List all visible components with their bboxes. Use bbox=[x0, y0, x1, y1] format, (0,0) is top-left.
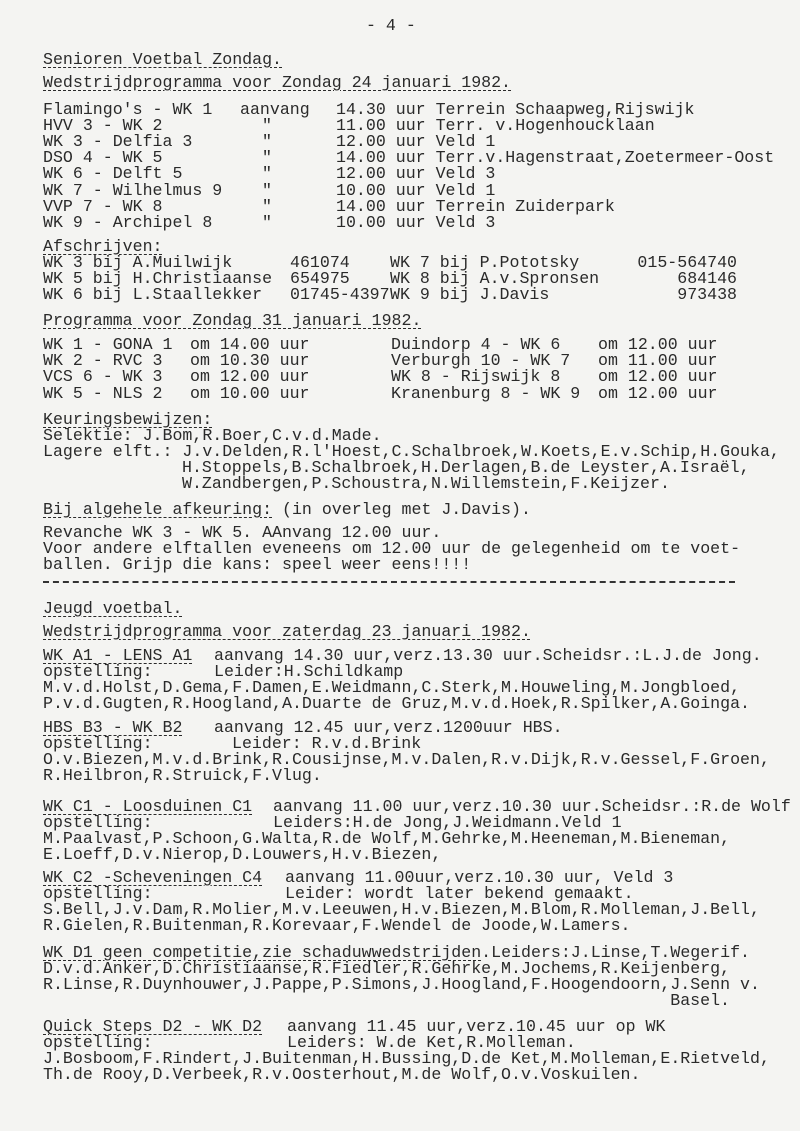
contact-phone: 461074 bbox=[290, 253, 350, 272]
afkeuring-text: ballen. Grijp die kans: speel weer eens!!!! bbox=[43, 555, 472, 574]
match-team: HVV 3 - WK 2 bbox=[43, 116, 163, 135]
lineup-label: opstelling: bbox=[43, 662, 153, 681]
match-start-label: " bbox=[262, 181, 272, 200]
match-time: 12.00 uur Veld 1 bbox=[336, 132, 496, 151]
match-start-label: " bbox=[262, 213, 272, 232]
leader: Leider:H.Schildkamp bbox=[214, 662, 404, 681]
section-divider bbox=[43, 581, 735, 583]
afkeuring-line bbox=[43, 501, 531, 519]
afkeuring-heading: Bij algehele afkeuring: bbox=[43, 500, 273, 519]
players-line: Basel. bbox=[670, 991, 730, 1010]
leader: Leiders: W.de Ket,R.Molleman. bbox=[287, 1033, 576, 1052]
youth-match-info: .Leiders:J.Linse,T.Wegerif. bbox=[481, 943, 751, 962]
contact-phone: 973438 bbox=[677, 285, 737, 304]
section-heading-senioren: Senioren Voetbal Zondag. bbox=[43, 50, 282, 69]
players-line: R.Linse,R.Duynhouwer,J.Pappe,P.Simons,J.Hoogland,F.Hoogendoorn,J.Senn v. bbox=[43, 975, 760, 994]
players-line: S.Bell,J.v.Dam,R.Molier,M.v.Leeuwen,H.v.Biezen,M.Blom,R.Molleman,J.Bell, bbox=[43, 900, 760, 919]
selektie-line: Selektie: J.Bom,R.Boer,C.v.d.Made. bbox=[43, 426, 382, 445]
match-team: VCS 6 - WK 3 bbox=[43, 367, 163, 386]
match-time: 14.00 uur Terrein Zuiderpark bbox=[336, 197, 615, 216]
afschrijven-heading: Afschrijven: bbox=[43, 237, 163, 256]
players-line: Th.de Rooy,D.Verbeek,R.v.Oosterhout,M.de Wolf,O.v.Voskuilen. bbox=[43, 1065, 641, 1084]
lineup-label: opstelling: bbox=[43, 813, 153, 832]
match-team: WK 5 - NLS 2 bbox=[43, 384, 163, 403]
section-heading-jeugd: Jeugd voetbal. bbox=[43, 599, 183, 618]
youth-match-info: aanvang 11.00uur,verz.10.30 uur, Veld 3 bbox=[285, 868, 674, 887]
leader: Leider: wordt later bekend gemaakt. bbox=[285, 884, 634, 903]
lineup-label: opstelling: bbox=[43, 734, 153, 753]
match-team: Kranenburg 8 - WK 9 bbox=[391, 384, 581, 403]
match-time: om 12.00 uur bbox=[598, 335, 718, 354]
contact-phone: 01745-4397 bbox=[290, 285, 390, 304]
youth-match-title: WK A1 - LENS A1 bbox=[43, 646, 193, 665]
match-team: WK 2 - RVC 3 bbox=[43, 351, 163, 370]
page-number: - 4 - bbox=[366, 16, 416, 35]
match-time: 10.00 uur Veld 3 bbox=[336, 213, 496, 232]
match-team: Flamingo's - WK 1 bbox=[43, 100, 213, 119]
players-line: M.v.d.Holst,D.Gema,F.Damen,E.Weidmann,C.Sterk,M.Houweling,M.Jongbloed, bbox=[43, 678, 741, 697]
match-team: Verburgh 10 - WK 7 bbox=[391, 351, 571, 370]
match-start-label: " bbox=[262, 132, 272, 151]
lagere-line: H.Stoppels,B.Schalbroek,H.Derlagen,B.de Leyster,A.Israël, bbox=[182, 458, 750, 477]
contact-phone: 684146 bbox=[677, 269, 737, 288]
match-time: 14.00 uur Terr.v.Hagenstraat,Zoetermeer-Oost bbox=[336, 148, 775, 167]
match-team: WK 6 - Delft 5 bbox=[43, 164, 183, 183]
match-time: 12.00 uur Veld 3 bbox=[336, 164, 496, 183]
match-time: om 12.00 uur bbox=[598, 367, 718, 386]
match-team: DSO 4 - WK 5 bbox=[43, 148, 163, 167]
match-time: om 12.00 uur bbox=[190, 367, 310, 386]
players-line: P.v.d.Gugten,R.Hoogland,A.Duarte de Gruz,M.v.d.Hoek,R.Spilker,A.Goinga. bbox=[43, 694, 751, 713]
youth-match-info: aanvang 14.30 uur,verz.13.30 uur.Scheidsr.:L.J.de Jong. bbox=[214, 646, 762, 665]
youth-match-title: WK C2 -Scheveningen C4 bbox=[43, 868, 263, 887]
youth-match-title: HBS B3 - WK B2 bbox=[43, 718, 183, 737]
match-start-label: " bbox=[262, 116, 272, 135]
youth-match-title: WK D1 geen competitie,zie schaduwwedstrijden bbox=[43, 943, 482, 962]
players-line: D.v.d.Anker,D.Christiaanse,R.Fiedler,R.Gehrke,M.Jochems,R.Keijenberg, bbox=[43, 959, 731, 978]
players-line: J.Bosboom,F.Rindert,J.Buitenman,H.Bussing,D.de Ket,M.Molleman,E.Rietveld, bbox=[43, 1049, 770, 1068]
leader: Leider: R.v.d.Brink bbox=[232, 734, 422, 753]
contact-name: WK 3 bij A.Muilwijk bbox=[43, 253, 233, 272]
players-line: R.Heilbron,R.Struick,F.Vlug. bbox=[43, 766, 322, 785]
match-time: 11.00 uur Terr. v.Hogenhoucklaan bbox=[336, 116, 655, 135]
contact-name: WK 8 bij A.v.Spronsen bbox=[390, 269, 600, 288]
match-start-label: " bbox=[262, 164, 272, 183]
afkeuring-text: Voor andere elftallen eveneens om 12.00 uur de gelegenheid om te voet- bbox=[43, 539, 741, 558]
lagere-line: Lagere elft.: J.v.Delden,R.l'Hoest,C.Schalbroek,W.Koets,E.v.Schip,H.Gouka, bbox=[43, 442, 780, 461]
players-line: M.Paalvast,P.Schoon,G.Walta,R.de Wolf,M.Gehrke,M.Heeneman,M.Bieneman, bbox=[43, 829, 731, 848]
players-line: R.Gielen,R.Buitenman,R.Korevaar,F.Wendel de Joode,W.Lamers. bbox=[43, 916, 631, 935]
program-heading-23-jan: Wedstrijdprogramma voor zaterdag 23 januari 1982. bbox=[43, 622, 531, 641]
match-team: WK 8 - Rijswijk 8 bbox=[391, 367, 561, 386]
match-time: om 12.00 uur bbox=[598, 384, 718, 403]
youth-match-info: aanvang 12.45 uur,verz.1200uur HBS. bbox=[214, 718, 563, 737]
match-start-label: " bbox=[262, 197, 272, 216]
leader: Leiders:H.de Jong,J.Weidmann.Veld 1 bbox=[273, 813, 622, 832]
youth-match-title: Quick Steps D2 - WK D2 bbox=[43, 1017, 263, 1036]
program-heading-31-jan: Programma voor Zondag 31 januari 1982. bbox=[43, 311, 422, 330]
keuring-heading: Keuringsbewijzen: bbox=[43, 410, 213, 429]
contact-name: WK 5 bij H.Christiaanse bbox=[43, 269, 273, 288]
afkeuring-note: (in overleg met J.Davis). bbox=[272, 500, 531, 519]
lineup-label: opstelling: bbox=[43, 1033, 153, 1052]
match-team: WK 9 - Archipel 8 bbox=[43, 213, 213, 232]
contact-name: WK 6 bij L.Staallekker bbox=[43, 285, 263, 304]
program-heading-24-jan: Wedstrijdprogramma voor Zondag 24 januari 1982. bbox=[43, 73, 512, 92]
players-line: O.v.Biezen,M.v.d.Brink,R.Cousijnse,M.v.Dalen,R.v.Dijk,R.v.Gessel,F.Groen, bbox=[43, 750, 770, 769]
lineup-label: opstelling: bbox=[43, 884, 153, 903]
match-time: om 10.30 uur bbox=[190, 351, 310, 370]
match-team: WK 3 - Delfia 3 bbox=[43, 132, 193, 151]
match-time: om 11.00 uur bbox=[598, 351, 718, 370]
contact-name: WK 9 bij J.Davis bbox=[390, 285, 550, 304]
contact-phone: 015-564740 bbox=[637, 253, 737, 272]
match-time: 14.30 uur Terrein Schaapweg,Rijswijk bbox=[336, 100, 695, 119]
players-line: E.Loeff,D.v.Nierop,D.Louwers,H.v.Biezen, bbox=[43, 845, 442, 864]
match-time: om 14.00 uur bbox=[190, 335, 310, 354]
match-start-label: aanvang bbox=[240, 100, 310, 119]
match-start-label: " bbox=[262, 148, 272, 167]
contact-name: WK 7 bij P.Pototsky bbox=[390, 253, 580, 272]
youth-match-title: WK C1 - Loosduinen C1 bbox=[43, 797, 253, 816]
match-team: VVP 7 - WK 8 bbox=[43, 197, 163, 216]
match-time: 10.00 uur Veld 1 bbox=[336, 181, 496, 200]
afkeuring-text: Revanche WK 3 - WK 5. AAnvang 12.00 uur. bbox=[43, 523, 442, 542]
contact-phone: 654975 bbox=[290, 269, 350, 288]
match-team: WK 7 - Wilhelmus 9 bbox=[43, 181, 223, 200]
youth-match-info: aanvang 11.45 uur,verz.10.45 uur op WK bbox=[287, 1017, 666, 1036]
youth-match-info: aanvang 11.00 uur,verz.10.30 uur.Scheidsr.:R.de Wolf bbox=[273, 797, 791, 816]
match-team: WK 1 - GONA 1 bbox=[43, 335, 173, 354]
lagere-line: W.Zandbergen,P.Schoustra,N.Willemstein,F.Keijzer. bbox=[182, 474, 670, 493]
match-time: om 10.00 uur bbox=[190, 384, 310, 403]
match-team: Duindorp 4 - WK 6 bbox=[391, 335, 561, 354]
